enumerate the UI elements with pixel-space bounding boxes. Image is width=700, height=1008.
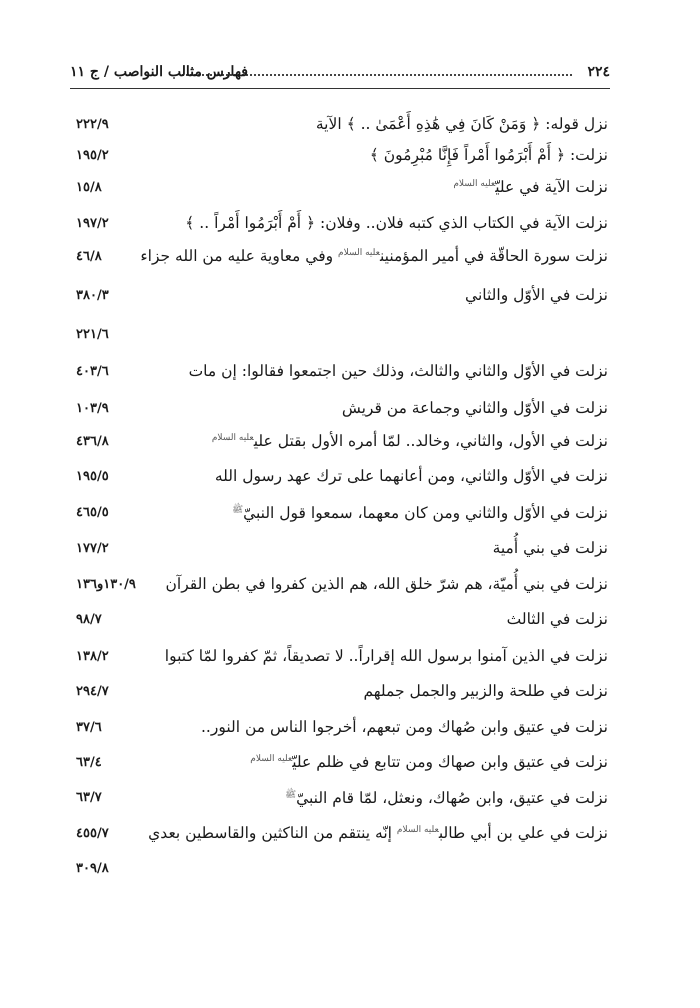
entry-reference: ٢٩٤/٧ (76, 684, 109, 699)
entry-text-main: نزلت في علي بن أبي طالب (438, 824, 608, 842)
entry-text (185, 214, 608, 232)
index-entry (70, 247, 608, 271)
index-entry (70, 467, 608, 491)
entry-text (201, 718, 608, 736)
index-entry (70, 824, 608, 848)
index-entry (70, 682, 608, 706)
entry-reference: ٢٢١/٦ (76, 327, 109, 342)
index-entry (70, 718, 608, 742)
entry-text-main: نزلت في الثالث (506, 610, 608, 628)
entry-reference: ٩٨/٧ (76, 612, 102, 627)
entry-reference: ١٠٣/٩ (76, 401, 109, 416)
entry-text-cont: إنّه ينتقم من الناكثين والقاسطين بعدي (148, 824, 397, 842)
entry-text-main: نزلت في الأوّل والثاني والثالث، وذلك حين اجتمعوا فقالوا: إن مات (188, 362, 608, 380)
index-entry (70, 610, 608, 634)
honorific: ﷺ (285, 790, 297, 800)
entry-text-main: نزلت الآية في الكتاب الذي كتبه فلان.. وفلان: ﴿ أَمْ أَبْرَمُوا أَمْراً .. ﴾ (185, 214, 608, 232)
entry-text (507, 610, 608, 628)
entry-text (453, 178, 608, 196)
entry-text-main: نزلت في عتيق، وابن صُهاك، ونعثل، لمّا قام النبيّ (296, 789, 608, 808)
index-entry (70, 647, 608, 671)
entry-text (465, 286, 608, 304)
entry-text (250, 753, 608, 771)
entry-reference: ٣٧/٦ (76, 720, 102, 735)
entry-text (316, 115, 608, 133)
entry-text (165, 647, 608, 665)
entry-text-main: نزلت في الأوّل والثاني ومن كان معهما، سمعوا قول النبيّ (243, 504, 608, 523)
entry-text (189, 362, 608, 380)
entry-reference: ١٩٥/٢ (76, 148, 109, 163)
entry-reference: ٤٥٥/٧ (76, 826, 109, 841)
entry-text-main: نزلت في بني أُمية (492, 539, 608, 557)
index-entry (70, 753, 608, 777)
honorific: عليه السلام (338, 247, 380, 258)
index-entry (70, 788, 608, 812)
entry-text (285, 788, 608, 807)
honorific: عليه السلام (453, 178, 496, 189)
entry-text (232, 503, 608, 522)
honorific: عليه السلام (396, 824, 439, 835)
entry-text (215, 467, 608, 485)
entry-reference: ٣٨٠/٣ (76, 288, 109, 303)
index-entry (70, 115, 608, 139)
entry-text-main: نزلت الآية في عليّ (495, 178, 608, 196)
entry-text (363, 682, 608, 700)
index-entry (70, 214, 608, 238)
index-entry (70, 859, 608, 883)
entry-reference: ١٣٨/٢ (76, 649, 109, 664)
index-entry (70, 286, 608, 310)
index-entry (70, 178, 608, 202)
entry-text-main: نزلت في طلحة والزبير والجمل جملهم (363, 682, 608, 700)
running-header (70, 64, 610, 84)
entry-text-main: نزلت في الأوّل والثاني (465, 286, 608, 304)
entry-reference: ١٧٧/٢ (76, 541, 109, 556)
entry-reference: ٤٦/٨ (76, 249, 102, 264)
entry-reference: ١٩٥/٥ (76, 469, 109, 484)
index-entry (70, 146, 608, 170)
entry-text (370, 146, 608, 164)
honorific: عليه السلام (211, 432, 254, 443)
index-entry (70, 399, 608, 423)
entry-reference: ٣٠٩/٨ (76, 861, 109, 876)
index-entry (70, 503, 608, 527)
header-rule (70, 88, 610, 89)
entry-reference: ١٣٠/٩و١٣٦ (76, 577, 136, 592)
entry-reference: ٦٣/٧ (76, 790, 102, 805)
entry-text (342, 399, 608, 417)
entry-text (212, 432, 608, 450)
entry-text-cont: وفي معاوية عليه من الله جزاء (140, 247, 339, 265)
index-entry (70, 539, 608, 563)
entry-text-main: نزلت في الذين آمنوا برسول الله إقراراً.. لا تصديقاً، ثمّ كفروا لمّا كتبوا (164, 647, 608, 665)
entry-text (148, 824, 608, 842)
entry-text-main: نزلت في الأوّل والثاني، ومن أعانهما على ترك عهد رسول الله (214, 467, 608, 485)
entry-reference: ٤٠٣/٦ (76, 364, 109, 379)
entry-reference: ٢٢٢/٩ (76, 117, 109, 132)
entry-text-main: نزلت في بني أُميّة، هم شرّ خلق الله، هم الذين كفروا في بطن القرآن (165, 575, 608, 593)
entry-text-main: نزلت في الأول، والثاني، وخالد.. لمّا أمره الأول بقتل علي (253, 432, 608, 450)
running-title: فهارس مثالب النواصب / ج ١١ (70, 64, 248, 80)
entry-text (140, 247, 608, 265)
entry-text-main: نزلت سورة الحاقّة في أمير المؤمنين (379, 247, 608, 265)
entry-text-main: نزل قوله: ﴿ وَمَنْ كَانَ فِي هَٰذِهِ أَعْمَىٰ .. ﴾ الآية (315, 115, 608, 133)
honorific: عليه السلام (250, 753, 293, 764)
honorific: ﷺ (232, 505, 244, 515)
index-entry (70, 362, 608, 386)
entry-reference: ١٩٧/٢ (76, 216, 109, 231)
entry-text-main: نزلت: ﴿ أَمْ أَبْرَمُوا أَمْراً فَإِنَّا مُبْرِمُونَ ﴾ (369, 146, 608, 164)
index-entry (70, 325, 608, 349)
entry-text (493, 539, 608, 557)
entry-reference: ١٥/٨ (76, 180, 102, 195)
index-entry (70, 432, 608, 456)
entry-text (166, 575, 608, 593)
entry-text-main: نزلت في عتيق وابن صهاك ومن تتابع في ظلم عليّ (292, 753, 608, 771)
entry-text-main: نزلت في الأوّل والثاني وجماعة من قريش (341, 399, 608, 417)
entry-reference: ٤٣٦/٨ (76, 434, 109, 449)
index-entry (70, 575, 608, 599)
entry-reference: ٦٣/٤ (76, 755, 102, 770)
entry-reference: ٤٦٥/٥ (76, 505, 109, 520)
page-number: ٢٢٤ (587, 64, 610, 80)
entry-text-main: نزلت في عتيق وابن صُهاك ومن تبعهم، أخرجوا الناس من النور.. (200, 718, 608, 736)
